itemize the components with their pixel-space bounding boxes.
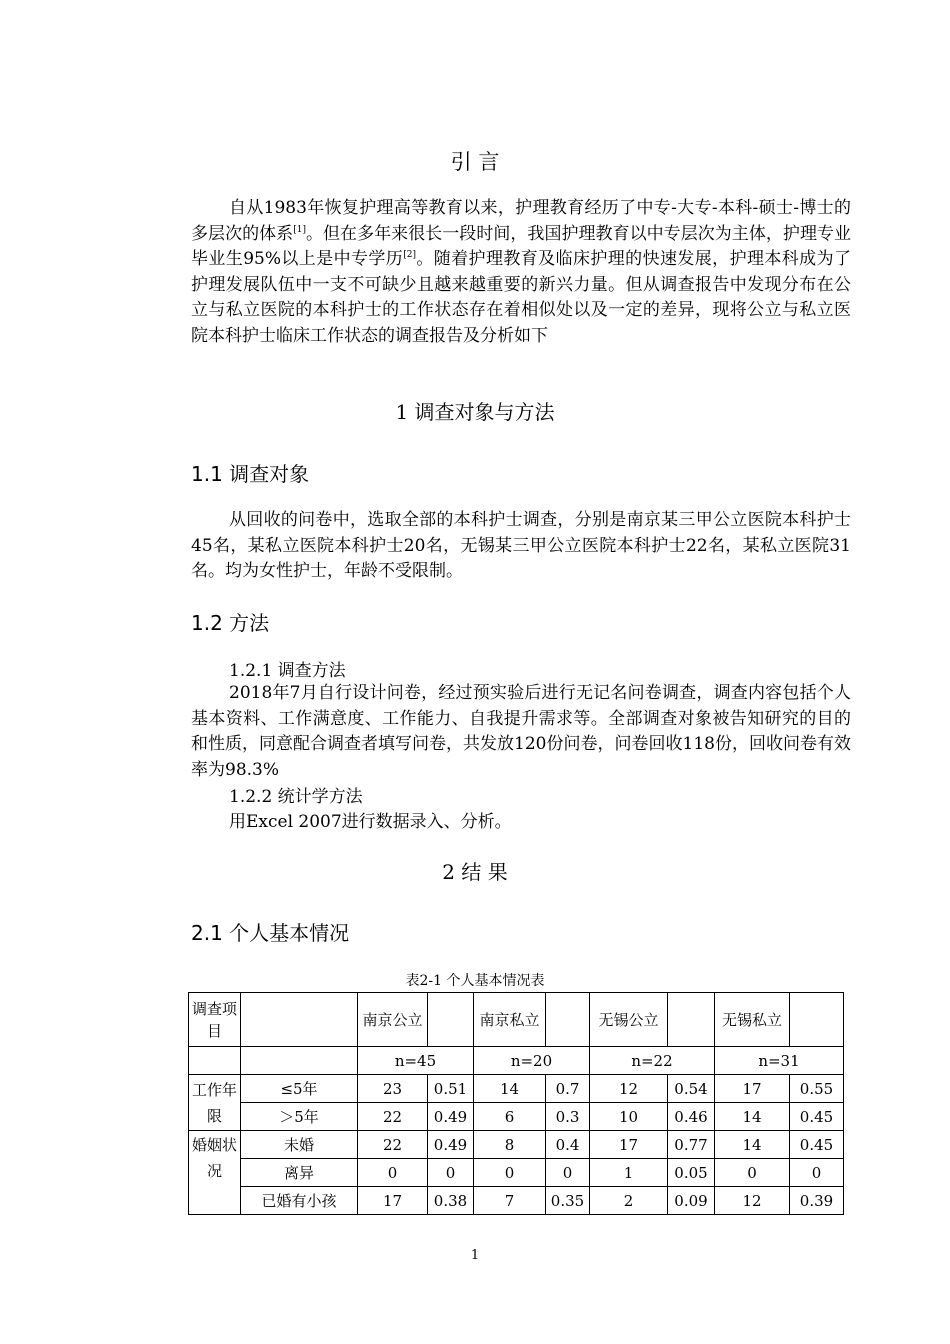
value-cell: 0 [715,1159,790,1187]
header-item-cell: 调查项目 [189,993,241,1047]
value-cell: 12 [590,1075,668,1103]
empty-cell [668,993,715,1047]
value-cell: 17 [590,1131,668,1159]
table-row [189,1075,844,1103]
value-cell: 0.77 [668,1131,715,1159]
empty-cell [241,1047,358,1075]
value-cell: 0.54 [668,1075,715,1103]
value-cell: 0.4 [546,1131,590,1159]
table-row [189,1187,844,1215]
value-cell: 23 [358,1075,428,1103]
table-n-row [189,1047,844,1075]
value-cell: 17 [358,1187,428,1215]
value-cell: 0.39 [790,1187,844,1215]
intro-text-b: 。但在多年来很长一段时间，我国护理教育以中专层次为主体，护理专业毕业生95%以上是中专学历 [191,223,852,269]
table-row [189,1159,844,1187]
page-number: 1 [470,1248,480,1263]
empty-cell [790,993,844,1047]
empty-cell [189,1047,241,1075]
n-cell: n=20 [474,1047,590,1075]
value-cell: 0.35 [546,1187,590,1215]
value-cell: 0.05 [668,1159,715,1187]
row-label: 离异 [241,1159,358,1187]
group-header: 无锡公立 [590,993,668,1047]
value-cell: 14 [715,1131,790,1159]
value-cell: 0.09 [668,1187,715,1215]
row-label: 未婚 [241,1131,358,1159]
section-1-title: 1 调查对象与方法 [395,400,555,424]
value-cell: 0.38 [428,1187,474,1215]
n-cell: n=22 [590,1047,715,1075]
section-1-2-2-text: 用Excel 2007进行数据录入、分析。 [229,812,512,832]
value-cell: 8 [474,1131,546,1159]
value-cell: 7 [474,1187,546,1215]
value-cell: 22 [358,1131,428,1159]
category-cell: 婚姻状况 [189,1131,241,1215]
value-cell: 12 [715,1187,790,1215]
citation-2[interactable]: [2] [403,250,416,260]
value-cell: 2 [590,1187,668,1215]
row-label: ＞5年 [241,1103,358,1131]
value-cell: 10 [590,1103,668,1131]
value-cell: 0 [358,1159,428,1187]
empty-cell [428,993,474,1047]
value-cell: 22 [358,1103,428,1131]
section-2-1-title: 2.1 个人基本情况 [191,921,350,945]
section-1-1-text: 从回收的问卷中，选取全部的本科护士调查，分别是南京某三甲公立医院本科护士45名，某私立医院本科护士20名，无锡某三甲公立医院本科护士22名，某私立医院31名。均为女性护士，年龄不受限制。 [191,510,851,581]
table-header-row [189,993,844,1047]
value-cell: 0.46 [668,1103,715,1131]
value-cell: 17 [715,1075,790,1103]
value-cell: 1 [590,1159,668,1187]
category-cell: 工作年限 [189,1075,241,1131]
section-1-2-title: 1.2 方法 [191,611,270,635]
section-2-title: 2 结 果 [442,860,508,884]
value-cell: 0.51 [428,1075,474,1103]
n-cell: n=45 [358,1047,474,1075]
value-cell: 0.45 [790,1103,844,1131]
value-cell: 0.7 [546,1075,590,1103]
citation-1[interactable]: [1] [293,224,306,235]
intro-text-c: 。随着护理教育及临床护理的快速发展，护理本科成为了护理发展队伍中一支不可缺少且越来越重要的新兴力量。但从调查报告中发现分布在公立与私立医院的本科护士的工作状态存在着相似处以及一定的差异，现将公立与私立医院本科护士临床工作状态的调查报告及分析如下 [191,249,851,346]
value-cell: 0 [474,1159,546,1187]
n-cell: n=31 [715,1047,844,1075]
value-cell: 0.3 [546,1103,590,1131]
value-cell: 0.45 [790,1131,844,1159]
table-row [189,1131,844,1159]
row-label: 已婚有小孩 [241,1187,358,1215]
value-cell: 6 [474,1103,546,1131]
group-header: 南京公立 [358,993,428,1047]
value-cell: 0 [428,1159,474,1187]
value-cell: 0.49 [428,1103,474,1131]
value-cell: 0.55 [790,1075,844,1103]
row-label: ≤5年 [241,1075,358,1103]
empty-cell [241,993,358,1047]
group-header: 无锡私立 [715,993,790,1047]
value-cell: 14 [715,1103,790,1131]
intro-text-a: 自从1983年恢复护理高等教育以来，护理教育经历了中专-大专-本科-硕士-博士的多层次的体系 [191,198,851,244]
intro-title: 引 言 [450,150,500,174]
empty-cell [546,993,590,1047]
table-caption: 表2-1 个人基本情况表 [405,973,545,989]
value-cell: 14 [474,1075,546,1103]
section-1-2-2-title: 1.2.2 统计学方法 [229,787,363,807]
section-1-2-1-text: 2018年7月自行设计问卷，经过预实验后进行无记名问卷调查，调查内容包括个人基本资料、工作满意度、工作能力、自我提升需求等。全部调查对象被告知研究的目的和性质，同意配合调查者填写问卷，共发放120份问卷，问卷回收118份，回收问卷有效率为98.3% [191,683,851,780]
basic-info-table [188,992,844,1215]
section-1-1-title: 1.1 调查对象 [191,462,310,486]
intro-paragraph [191,196,851,349]
value-cell: 0 [790,1159,844,1187]
value-cell: 0 [546,1159,590,1187]
table-row [189,1103,844,1131]
section-1-2-1-title: 1.2.1 调查方法 [229,661,346,681]
group-header: 南京私立 [474,993,546,1047]
value-cell: 0.49 [428,1131,474,1159]
